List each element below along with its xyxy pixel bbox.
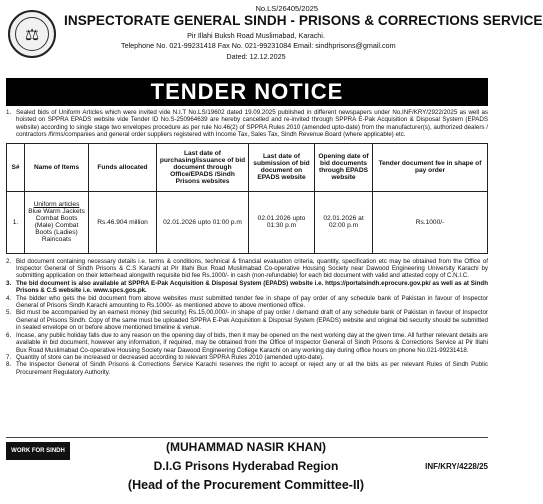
- contact-line: Telephone No. 021-99231418 Fax No. 021-99231084 Email: sindhprisons@gmail.com: [121, 41, 396, 50]
- table-header-row: [7, 143, 488, 191]
- clause-text: The Inspector General of Sindh Prisons & Corrections Service Karachi reserves the right to accept or reject any or all the bids as per relevant Rules of Sindh Public Procurement Regulatory Authority.: [16, 361, 488, 376]
- col-header: Opening date of bid documents through EPADS website: [315, 143, 373, 191]
- cell-items: [25, 191, 89, 253]
- signatory-name: (MUHAMMAD NASIR KHAN): [166, 440, 326, 454]
- clause-text: Bid document containing necessary details i.e. terms & conditions, technical & financial evaluation criteria, quantity, specification etc may be obtained from the Office of Inspector General of Sindh Prisons & C.S Karachi at Pir Illahi Bux Road Muslimabad Co-operative Housing Society near Dawood Engineering University Karachi by submitting application on their letterhead alongwith requisite bid fee Rs.1000/- in cash (non-refundable) for each bid document with valid and attested copy of C.N.I.C.: [16, 257, 488, 280]
- clause-text: Sealed bids of Uniform Articles which were invited vide N.I.T No.LS/19602 dated 19.09.2025 published in different newspapers under No.INF/KRY/2922/2025 as well as hoisted on SPPRA EPADS website vide Tender ID No.S-250964639 are hereby cancelled and re-invited through SPPRA E-Pak Acquisition & Disposal System (EPADS website) according to single stage two envelopes procedure as per rule No.46(2) of SPPRA Rules 2010 (amended upto-date) from the manufacturer(s), authorized dealers / contractors /firms/companies and general order suppliers registered with Income Tax, Sales Tax, Sindh Revenue Board (where applicable) etc.: [16, 109, 488, 139]
- tender-table: [6, 143, 488, 254]
- terms-clauses: [6, 258, 488, 377]
- clause-item: 7. Quantity of store can be increased or decreased according to relevant SPPRA Rules 2010 (amended upto-date).: [6, 354, 488, 361]
- col-header: Tender document fee in shape of pay order: [373, 143, 488, 191]
- clause-item: 8. The Inspector General of Sindh Prisons & Corrections Service Karachi reserves the right to accept or reject any or all the bids as per relevant Rules of Sindh Public Procurement Regulatory Authority.: [6, 361, 488, 376]
- cell-last-purchase: 02.01.2026 upto 01:00 p.m: [157, 191, 249, 253]
- clause-text: Quantity of store can be increased or decreased according to relevant SPPRA Rules 2010 (amended upto-date).: [16, 353, 324, 361]
- clause-item: 2. Bid document containing necessary details i.e. terms & conditions, technical & financial evaluation criteria, quantity, specification etc may be obtained from the Office of Inspector General of Sindh Prisons & C.S Karachi at Pir Illahi Bux Road Muslimabad Co-operative Housing Society near Dawood Engineering University Karachi by submitting application on their letterhead alongwith requisite bid fee Rs.1000/- in cash (non-refundable) for each bid document with valid and attested copy of C.N.I.C.: [6, 257, 488, 280]
- item-heading: Uniform articles: [33, 201, 80, 209]
- clause-item: 1. Sealed bids of Uniform Articles which were invited vide N.I.T No.LS/19602 dated 19.09.2025 published in different newspapers under No.INF/KRY/2922/2025 as well as hoisted on SPPRA EPADS website vide Tender ID No.S-250964639 are hereby cancelled and re-invited through SPPRA E-Pak Acquisition & Disposal System (EPADS website) according to single stage two envelopes procedure as per rule No.46(2) of SPPRA Rules 2010 (amended upto-date) from the manufacturer(s), authorized dealers / contractors /firms/companies and general order suppliers registered with Income Tax, Sales Tax, Sindh Revenue Board (where applicable) etc.: [6, 109, 488, 139]
- signatory-designation: D.I.G Prisons Hyderabad Region: [153, 459, 339, 473]
- sindh-prisons-emblem-icon: ⚖: [8, 10, 56, 58]
- dated-line: Dated: 12.12.2025: [226, 52, 286, 61]
- organization-name: INSPECTORATE GENERAL SINDH - PRISONS & CORRECTIONS SERVICE: [64, 13, 543, 28]
- item-lines: Blue Warm Jackets Combat Boots (Male) Combat Boots (Ladies) Raincoats: [28, 208, 85, 244]
- clause-item: 4. The bidder who gets the bid document from above websites must submitted tender fee in shape of pay order of any schedule bank of Pakistan in favour of Inspector General of Prisons Sindh Karachi amounting to Rs.1000/- as mentioned above to above mentioned office.: [6, 294, 488, 310]
- address: Pir Illahi Buksh Road Muslimabad, Karachi.: [187, 31, 325, 40]
- clause-item: 5. Bid must be accompanied by an earnest money (bid security) Rs.15,00,000/- in shape of pay order / demand draft of any schedule bank of Pakistan in favour of Inspector General of Prisons Sindh. Copy of the same must be uploaded SPPRA E-Pak Acquisition & Disposal System (EPADS) website and original bid security should be submitted in sealed envelope on or before above mentioned timeline & venue.: [6, 309, 488, 332]
- clause-text: Bid must be accompanied by an earnest money (bid security) Rs.15,00,000/- in shape of pay order / demand draft of any schedule bank of Pakistan in favour of Inspector General of Prisons Sindh. Copy of the same must be uploaded SPPRA E-Pak Acquisition & Disposal System (EPADS) website and original bid security should be submitted in sealed envelope on or before above mentioned timeline & venue.: [16, 309, 488, 332]
- work-for-sindh-logo: WORK FOR SINDH: [6, 442, 70, 460]
- signature-block: [6, 437, 488, 501]
- cell-sno: 1.: [7, 191, 25, 253]
- table-row: [7, 191, 488, 253]
- page-title: TENDER NOTICE: [6, 78, 488, 106]
- inf-number: INF/KRY/4228/25: [425, 462, 488, 471]
- col-header: Name of Items: [25, 143, 89, 191]
- reference-number: No.LS/26405/2025: [255, 4, 318, 13]
- cell-funds: Rs.46.904 million: [89, 191, 157, 253]
- col-header: Last date of submission of bid document on EPADS website: [249, 143, 315, 191]
- letterhead: [6, 4, 543, 74]
- cell-opening: 02.01.2026 at 02:00 p.m: [315, 191, 373, 253]
- cell-fee: Rs.1000/-: [373, 191, 488, 253]
- col-header: Funds allocated: [89, 143, 157, 191]
- clause-item: 3. The bid document is also available at SPPRA E-Pak Acquisition & Disposal System (EPADS) website i.e. https://portalsindh.eprocure.gov.pk/ as well as at Sindh Prisons & C.S website i.e. www.spcs.gos.pk.: [6, 279, 488, 295]
- clause-text: The bid document is also available at SPPRA E-Pak Acquisition & Disposal System (EPADS) website i.e. https://portalsindh.eprocure.gov.pk/ as well as at Sindh Prisons & C.S website i.e. www.spcs.gos.pk.: [16, 279, 488, 295]
- cell-last-submission: 02.01.2026 upto 01:30 p.m: [249, 191, 315, 253]
- intro-clauses: [6, 109, 488, 139]
- clause-text: Incase, any public holiday falls due to any reason on the opening day of bids, then it may be opened on the next working day at the given time. All further relevant details are available in bid document, however any information, if required, may be obtained from the Office of Inspector General of Sindh Prisons & Corrections Service at Pir Illahi Bux Road Muslimabad Co-operative Housing Society near Dawood Engineering College Karachi on any working day during office hours on phone No.021-99231418.: [16, 331, 488, 354]
- col-header: Last date of purchasing/issuance of bid document through Office/EPADS /Sindh Prisons websites: [157, 143, 249, 191]
- clause-item: 6. Incase, any public holiday falls due to any reason on the opening day of bids, then it may be opened on the next working day at the given time. All further relevant details are available in bid document, however any information, if required, may be obtained from the Office of Inspector General of Sindh Prisons & Corrections Service at Pir Illahi Bux Road Muslimabad Co-operative Housing Society near Dawood Engineering College Karachi on any working day during office hours on phone No.021-99231418.: [6, 331, 488, 354]
- committee-title: (Head of the Procurement Committee-II): [127, 478, 365, 492]
- clause-text: The bidder who gets the bid document from above websites must submitted tender fee in shape of pay order of any schedule bank of Pakistan in favour of Inspector General of Prisons Sindh Karachi amounting to Rs.1000/- as mentioned above to above mentioned office.: [16, 294, 488, 310]
- col-header: S#: [7, 143, 25, 191]
